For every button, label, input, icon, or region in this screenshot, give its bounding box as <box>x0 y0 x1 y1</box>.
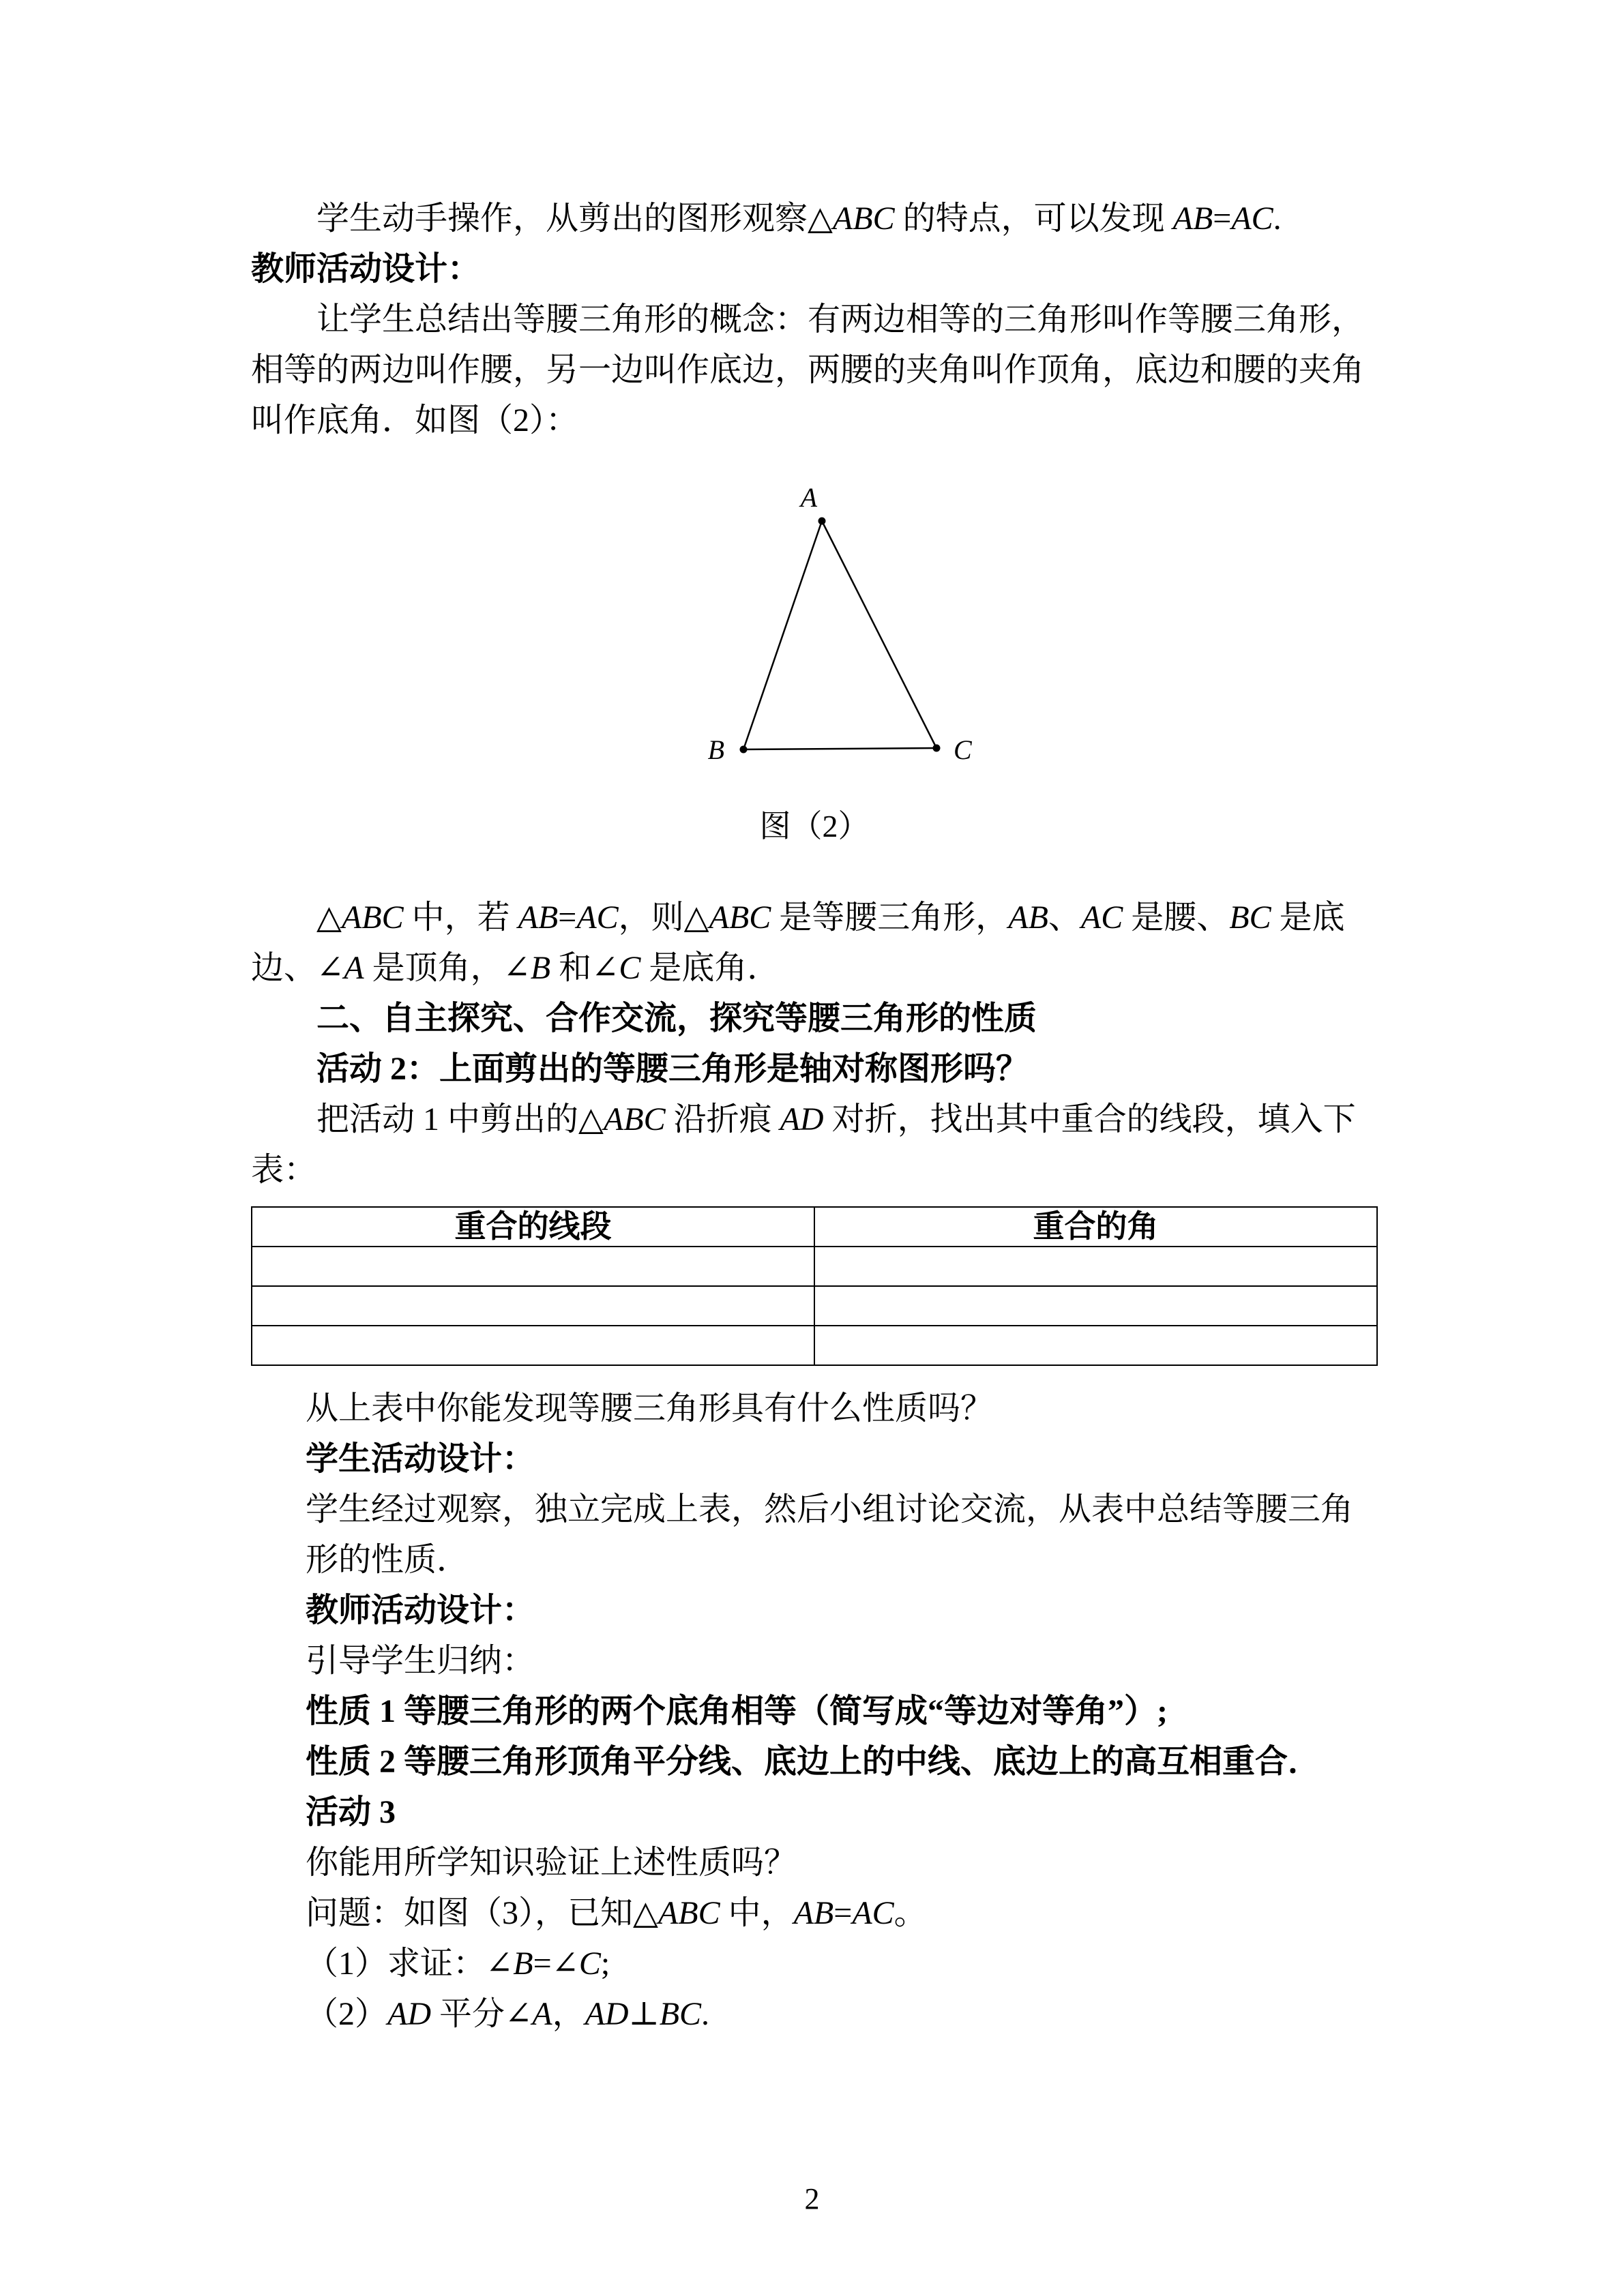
para-observation: 学生动手操作，从剪出的图形观察△ABC 的特点，可以发现 AB=AC. <box>316 200 1282 237</box>
para-property-1: 性质 1 等腰三角形的两个底角相等（简写成“等边对等角”）; <box>306 1693 1168 1729</box>
para-problem-statement: 问题：如图（3），已知△ABC 中，AB=AC。 <box>306 1895 927 1931</box>
table-header-row <box>252 1207 1377 1247</box>
document-content <box>251 194 1378 2040</box>
para-property-2: 性质 2 等腰三角形顶角平分线、底边上的中线、底边上的高互相重合． <box>306 1744 1321 1780</box>
para-concept-line-3: 叫作底角．如图（2）： <box>251 402 579 438</box>
heading-teacher-activity-design-1: 教师活动设计： <box>251 251 481 287</box>
table-cell-empty <box>814 1286 1377 1326</box>
para-prove-1: （1）求证：∠B=∠C; <box>306 1945 610 1982</box>
para-prove-2: （2）AD 平分∠A，AD⊥BC. <box>306 1996 710 2032</box>
vertex-c-label: C <box>954 734 972 765</box>
table-row <box>252 1247 1377 1286</box>
table-cell-empty <box>252 1247 814 1286</box>
figure-2-caption: 图（2） <box>759 809 870 844</box>
table-row <box>252 1286 1377 1326</box>
heading-teacher-activity-design-2: 教师活动设计： <box>306 1592 535 1628</box>
coincident-table <box>251 1206 1378 1366</box>
para-definition-line-1: △ABC 中，若 AB=AC，则△ABC 是等腰三角形，AB、AC 是腰、BC 是底 <box>316 899 1345 936</box>
table-cell-empty <box>252 1326 814 1365</box>
table-header-angles: 重合的角 <box>814 1207 1377 1247</box>
table-header-segments: 重合的线段 <box>252 1207 814 1247</box>
table-cell-empty <box>814 1247 1377 1286</box>
vertex-b-dot <box>740 746 748 754</box>
para-verify-question: 你能用所学知识验证上述性质吗？ <box>306 1845 797 1881</box>
isosceles-triangle-figure <box>655 483 1037 777</box>
lower-section <box>306 1384 1378 2040</box>
heading-activity-2: 活动 2：上面剪出的等腰三角形是轴对称图形吗？ <box>316 1051 1029 1087</box>
heading-section-2: 二、自主探究、合作交流，探究等腰三角形的性质 <box>316 1000 1037 1037</box>
vertex-a-dot <box>818 518 826 525</box>
triangle-side-ab <box>743 521 822 749</box>
vertex-b-label: B <box>707 734 724 765</box>
table-row <box>252 1326 1377 1365</box>
page-number: 2 <box>804 2182 820 2216</box>
para-fold-line-1: 把活动 1 中剪出的△ABC 沿折痕 AD 对折，找出其中重合的线段，填入下 <box>316 1101 1356 1137</box>
para-definition-line-2: 边、∠A 是顶角，∠B 和∠C 是底角． <box>251 950 780 986</box>
para-student-activity-line-2: 形的性质． <box>306 1542 470 1578</box>
heading-activity-3: 活动 3 <box>306 1794 396 1830</box>
vertex-a-label: A <box>800 483 817 513</box>
figure-2 <box>251 483 1378 852</box>
para-fold-line-2: 表： <box>251 1152 317 1188</box>
triangle-side-ac <box>822 521 936 748</box>
vertex-c-dot <box>933 745 941 752</box>
para-guide-summary: 引导学生归纳： <box>306 1643 535 1679</box>
para-concept-line-1: 让学生总结出等腰三角形的概念：有两边相等的三角形叫作等腰三角形， <box>316 301 1365 338</box>
table-cell-empty <box>814 1326 1377 1365</box>
para-student-activity-line-1: 学生经过观察，独立完成上表，然后小组讨论交流，从表中总结等腰三角 <box>306 1491 1354 1527</box>
table-cell-empty <box>252 1286 814 1326</box>
triangle-base-bc <box>743 748 936 749</box>
para-concept-line-2: 相等的两边叫作腰，另一边叫作底边，两腰的夹角叫作顶角，底边和腰的夹角 <box>251 352 1365 388</box>
para-question-property: 从上表中你能发现等腰三角形具有什么性质吗？ <box>306 1390 994 1427</box>
heading-student-activity-design: 学生活动设计： <box>306 1441 535 1477</box>
